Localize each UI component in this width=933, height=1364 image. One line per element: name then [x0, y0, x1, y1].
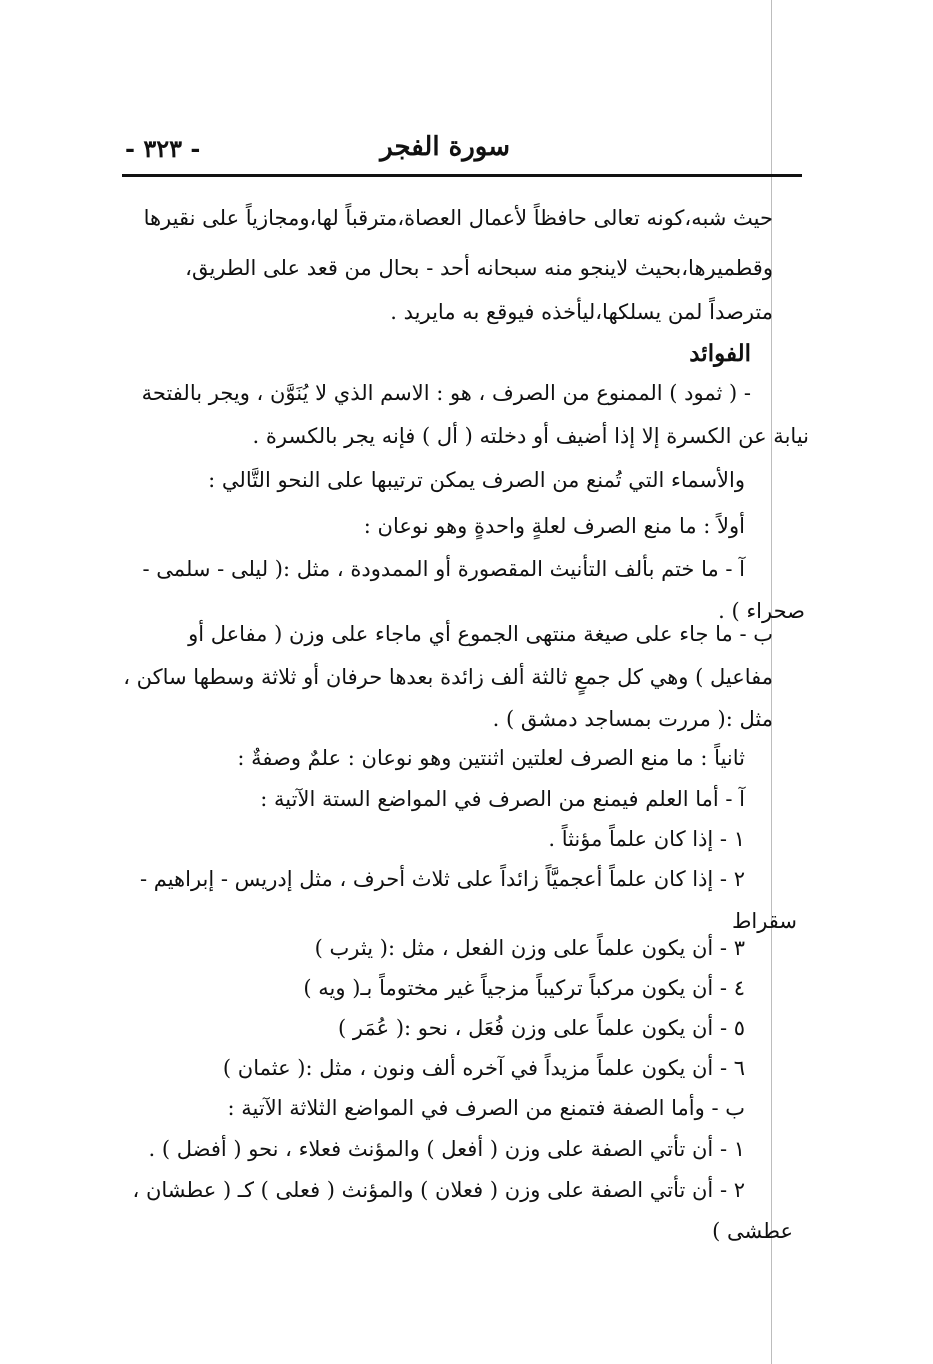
body-line: ٥ - أن يكون علماً على وزن فُعَل ، نحو :( عُمَر ) [338, 1016, 745, 1040]
section-heading: الفوائد [689, 340, 751, 367]
body-line: عطشى ) [712, 1219, 793, 1243]
body-line: نيابة عن الكسرة إلا إذا أضيف أو دخلته ( أل ) فإنه يجر بالكسرة . [252, 424, 809, 448]
body-line: ثانياً : ما منع الصرف لعلتين اثنتين وهو نوعان : علمٌ وصفةٌ : [237, 746, 745, 770]
header-rule [122, 174, 802, 177]
body-line: أولاً : ما منع الصرف لعلةٍ واحدةٍ وهو نوعان : [363, 514, 745, 538]
body-line: ٦ - أن يكون علماً مزيداً في آخره ألف ونون ، مثل :( عثمان ) [222, 1056, 745, 1080]
body-line: آ - ما ختم بألف التأنيث المقصورة أو الممدودة ، مثل :( ليلى - سلمى - [142, 557, 745, 581]
body-line: مفاعيل ) وهي كل جمعٍ ثالثة ألف زائدة بعدها حرفان أو ثلاثة وسطها ساكن ، [123, 665, 773, 689]
body-line: ١ - إذا كان علماً مؤنثاً . [548, 827, 745, 851]
body-line: وقطميرها،بحيث لاينجو منه سبحانه أحد - بحال من قعد على الطريق، [185, 256, 773, 280]
body-line: والأسماء التي تُمنع من الصرف يمكن ترتيبها على النحو التَّالي : [208, 468, 745, 492]
body-line: ٣ - أن يكون علماً على وزن الفعل ، مثل :( يثرب ) [314, 936, 745, 960]
body-line: حيث شبه،كونه تعالى حافظاً لأعمال العصاة،مترقباً لها،ومجازياً على نقيرها [143, 206, 773, 230]
body-line: آ - أما العلم فيمنع من الصرف في المواضع الستة الآتية : [260, 787, 745, 811]
body-line: - ( ثمود ) الممنوع من الصرف ، هو : الاسم الذي لا يُنَوَّن ، ويجر بالفتحة [141, 381, 751, 405]
body-line: مثل :( مررت بمساجد دمشق ) . [492, 707, 773, 731]
page-header [120, 128, 800, 168]
body-line: ب - ما جاء على صيغة منتهى الجموع أي ماجاء على وزن ( مفاعل أو [188, 622, 773, 646]
body-line: ١ - أن تأتي الصفة على وزن ( أفعل ) والمؤنث فعلاء ، نحو ( أفضل ) . [148, 1137, 745, 1161]
body-line: سقراط [731, 909, 797, 933]
body-line: ٤ - أن يكون مركباً تركيباً مزجياً غير مختوماً بـ( ويه ) [303, 976, 745, 1000]
body-line: ب - وأما الصفة فتمنع من الصرف في المواضع الثلاثة الآتية : [227, 1096, 745, 1120]
body-line: ٢ - أن تأتي الصفة على وزن ( فعلان ) والمؤنث ( فعلى ) كـ ( عطشان ، [132, 1178, 745, 1202]
body-line: ٢ - إذا كان علماً أعجميَّاً زائداً على ثلاث أحرف ، مثل إدريس - إبراهيم - [139, 867, 745, 891]
body-line: صحراء ) . [718, 599, 805, 623]
body-line: مترصداً لمن يسلكها،ليأخذه فيوقع به مايريد . [390, 300, 773, 324]
page-number: - ٣٢٣ - [125, 134, 201, 163]
surah-title: سورة الفجر [380, 132, 510, 162]
